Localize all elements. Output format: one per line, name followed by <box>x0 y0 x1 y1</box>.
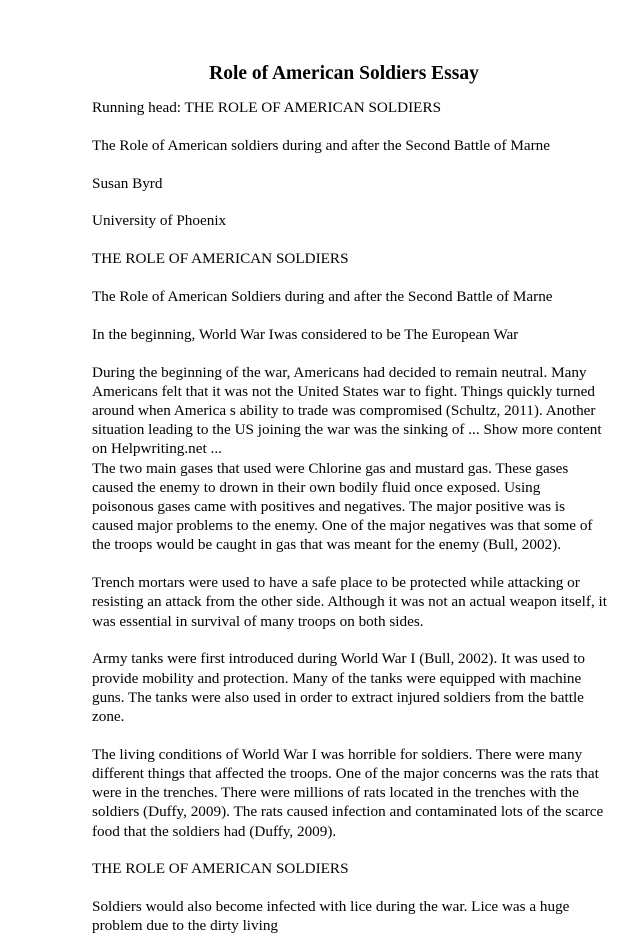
text-line: zone. <box>92 708 125 726</box>
text-line: Army tanks were first introduced during World War I (Bull, 2002). It was used to <box>92 650 586 668</box>
text-line: Trench mortars were used to have a safe place to be protected while attacking or <box>92 574 580 592</box>
text-line: University of Phoenix <box>92 212 227 230</box>
text-line: different things that affected the troops. One of the major concerns was the rats that <box>92 765 599 783</box>
document-body <box>92 98 607 936</box>
paragraph <box>92 249 590 268</box>
text-line: resisting an attack from the other side. Although it was not an actual weapon itself, it <box>92 593 607 611</box>
text-line: guns. The tanks were also used in order to extract injured soldiers from the battle <box>92 688 584 706</box>
document-title: Role of American Soldiers Essay <box>209 63 479 84</box>
text-line: Susan Byrd <box>92 174 163 192</box>
text-line: Americans felt that it was not the United States war to fight. Things quickly turned <box>92 382 595 400</box>
text-line: The living conditions of World War I was horrible for soldiers. There were many <box>92 745 583 763</box>
text-line: The two main gases that used were Chlorine gas and mustard gas. These gases <box>92 459 569 477</box>
paragraph <box>92 325 590 344</box>
paragraph <box>92 211 590 230</box>
text-line: The Role of American Soldiers during and after the Second Battle of Marne <box>92 287 553 305</box>
text-line: During the beginning of the war, Americans had decided to remain neutral. Many <box>92 363 587 381</box>
paragraph <box>92 136 590 155</box>
text-line: caused major problems to the enemy. One of the major negatives was that some of <box>92 517 593 535</box>
paragraph <box>92 174 590 193</box>
text-line: In the beginning, World War Iwas considered to be The European War <box>92 325 519 343</box>
text-line: The Role of American soldiers during and after the Second Battle of Marne <box>92 136 551 154</box>
paragraph <box>92 649 590 726</box>
text-line: caused the enemy to drown in their own bodily fluid once exposed. Using <box>92 478 541 496</box>
text-line: soldiers (Duffy, 2009). The rats caused infection and contaminated lots of the scarce <box>92 803 604 821</box>
paragraph <box>92 573 607 631</box>
text-line: THE ROLE OF AMERICAN SOLDIERS <box>92 860 349 878</box>
text-line: Soldiers would also become infected with lice during the war. Lice was a huge <box>92 898 570 916</box>
text-line: situation leading to the US joining the war was the sinking of ... Show more content <box>92 421 602 439</box>
paragraph <box>92 287 590 306</box>
text-line: around when America s ability to trade was compromised (Schultz, 2011). Another <box>92 401 596 419</box>
text-line: THE ROLE OF AMERICAN SOLDIERS <box>92 250 349 268</box>
text-line: was essential in survival of many troops on both sides. <box>92 612 424 630</box>
text-line: problem due to the dirty living <box>92 917 279 935</box>
text-line: were in the trenches. There were millions of rats located in the trenches with the <box>92 784 579 802</box>
text-line: Running head: THE ROLE OF AMERICAN SOLDIERS <box>92 99 442 116</box>
paragraph <box>92 98 590 117</box>
text-line: on Helpwriting.net ... <box>92 440 222 458</box>
text-line: provide mobility and protection. Many of the tanks were equipped with machine <box>92 669 582 687</box>
paragraph <box>92 363 602 459</box>
text-line: the troops would be caught in gas that was meant for the enemy (Bull, 2002). <box>92 536 562 554</box>
text-line: poisonous gases came with positives and negatives. The major positive was is <box>92 498 565 515</box>
text-line: food that the soldiers had (Duffy, 2009). <box>92 822 337 840</box>
paragraph <box>92 745 604 841</box>
paragraph <box>92 859 590 878</box>
paragraph <box>92 459 593 555</box>
